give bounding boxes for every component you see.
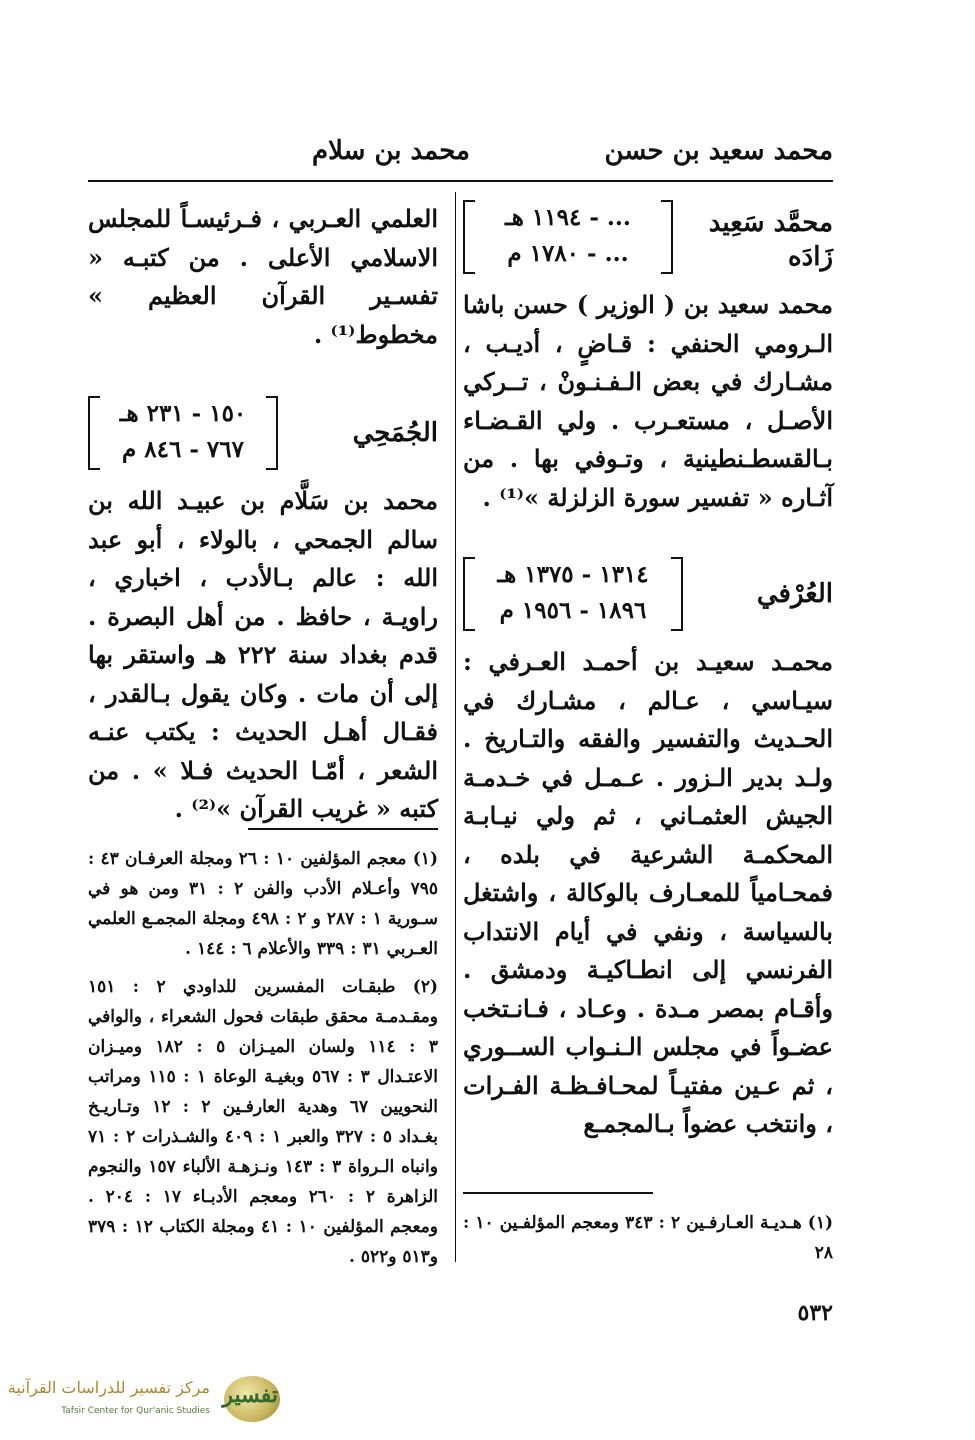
date-gregorian: ٧٦٧ - ٨٤٦ م — [122, 436, 244, 463]
entry-name — [703, 206, 833, 274]
left-column — [88, 200, 438, 829]
entry-name-line: محمَّد سَعِيد — [708, 208, 833, 238]
running-header-left: محمد بن سلام — [312, 136, 470, 166]
date-gregorian: ١٨٩٦ - ١٩٥٦ م — [499, 597, 647, 624]
date-gregorian: ... - ١٧٨٠ م — [507, 240, 629, 267]
entry-heading — [463, 200, 833, 286]
date-bracket — [463, 557, 683, 631]
entry-body: محمـد سعيـد بن أحمـد العـرفي : سيـاسي ، عـالم ، مشـارك في الحـديث والتفسير والفقه والتـاريخ . ولـد بدير الـزور . عـمـل في خـدمـة الجيش العثمـاني ، ثم ولي نيـابـة المحكمـة الشرعية في بلده ، فمحـامياً للمعـارف بالوكالة ، واشتغل بالسياسة ، ونفي في أيام الانتداب الفرنسي إلى انطـاكيـة ودمشق . وأقـام بمصر مـدة . وعـاد ، فـانـتخب عضـواً في مجلس الـنـواب الســوري ، ثم عـين مفتيـاً لمحـافـظـة الفـرات ، وانتخب عضواً بـالمجمـع — [463, 647, 833, 1138]
footnote: (٢) طبقـات المفسرين للداودي ٢ : ١٥١ ومقـدمـة محقق طبقات فحول الشعراء ، والوافي ٣ : ١١٤ ولسان الميـزان ٥ : ١٨٢ وميـزان الاعتـدال ٣ : ٥٦٧ وبغيـة الوعاة ١ : ١١٥ ومراتب النحويين ٦٧ وهدية العارفـين ٢ : ١٢ وتـاريـخ بغـداد ٥ : ٣٢٧ والعبر ١ : ٤٠٩ والشـذرات ٢ : ٧١ وانباه الـرواة ٣ : ١٤٣ ونـزهـة الألباء ١٥٧ والنجوم الزاهرة ٢ : ٢٦٠ ومعجم الأدبـاء ١٧ : ٢٠٤ . ومعجم المؤلفين ١٠ : ٤١ ومجلة الكتاب ١٢ : ٣٧٩ و٥١٣ و٥٢٢ . — [88, 977, 439, 1267]
logo-english-name: Tafsir Center for Qur'anic Studies — [61, 1406, 210, 1416]
header-rule — [88, 180, 833, 182]
logo-arabic-name: مركز تفسير للدراسات القرآنية — [7, 1378, 210, 1397]
entry-body: محمد بن سَلَّام بن عبيـد الله بن سالم الجمحي ، بالولاء ، أبو عبد الله : عالم بـالأدب ، اخباري ، راويـة ، حافظ . من أهل البصرة . قدم بغداد سنة ٢٢٢ هـ واستقر بها إلى أن مات . وكان يقول بـالقدر ، فقـال أهـل الحديث : يكتب عنـه الشعر ، أمّـا الحديث فـلا » . من كتبه « غريب القرآن »⁽²⁾ . — [88, 486, 438, 823]
footnote-rule — [248, 828, 438, 830]
date-hijri: ١٥٠ - ٢٣١ هـ — [119, 400, 247, 427]
date-bracket — [463, 200, 673, 274]
footnote: (١) هـديـة العـارفـين ٢ : ٣٤٣ ومعجم المؤلفـين ١٠ : ٢٨ — [463, 1213, 833, 1263]
publisher-logo — [7, 1372, 290, 1428]
left-footnotes — [88, 828, 438, 1272]
footnote: (١) معجم المؤلفين ١٠ : ٢٦ ومجلة العرفـان ٤٣ : ٧٩٥ وأعـلام الأدب والفن ٢ : ٣١ ومن هو في سـورية ١ : ٢٨٧ و ٢ : ٤٩٨ ومجلة المجمـع العلمي العـربي ٣١ : ٣٣٩ والأعلام ٦ : ١٤٤ . — [88, 849, 438, 959]
entry-name-line: زَادَه — [788, 242, 833, 272]
entry-name: العُرْفي — [756, 579, 833, 609]
entry-name: الجُمَحِي — [352, 418, 438, 448]
logo-word: تفسير — [222, 1382, 278, 1408]
footnote-rule — [463, 1192, 653, 1194]
right-column — [463, 200, 833, 1144]
column-divider — [455, 192, 456, 1262]
page-number: ٥٣٢ — [797, 1300, 833, 1326]
entry-heading — [463, 557, 833, 643]
right-footnotes — [463, 1192, 833, 1268]
running-header-right: محمد سعيد بن حسن — [604, 136, 833, 166]
date-hijri: ١٣١٤ - ١٣٧٥ هـ — [497, 561, 649, 588]
continuation-text: العلمي العـربي ، فـرئيسـاً للمجلس الاسلامي الأعلى . من كتبـه « تفسـير القرآن العظيم » مخطوط⁽¹⁾ . — [88, 204, 438, 349]
date-hijri: ... - ١١٩٤ هـ — [505, 204, 631, 231]
date-bracket — [88, 396, 278, 470]
entry-body: محمد سعيد بن ( الوزير ) حسن باشا الـرومي الحنفي : قـاضٍ ، أديـب ، مشـارك في بعض الـفـنـونْ ، تــركي الأصـل ، مستعـرب . ولي القـضـاء بـالقسطـنطينية ، وتـوفي بها . من آثـاره « تفسير سورة الزلزلة »⁽¹⁾ . — [463, 290, 833, 512]
entry-heading — [88, 396, 438, 482]
